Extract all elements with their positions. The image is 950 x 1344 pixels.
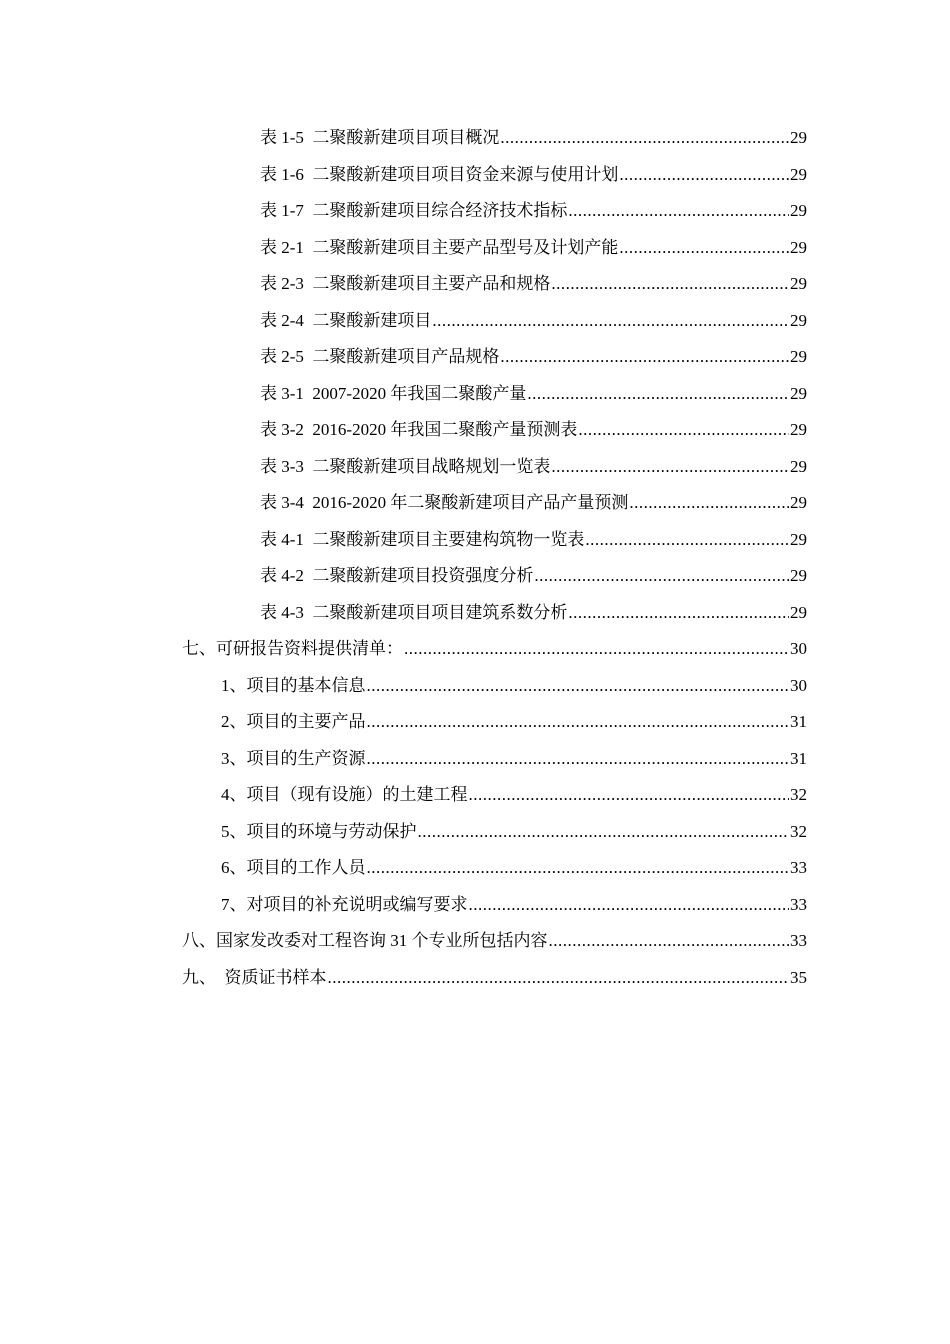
- dot-leader: [367, 857, 790, 879]
- toc-entry-title: 4、项目（现有设施）的土建工程: [221, 785, 468, 805]
- toc-entry-title: 表 2-3 二聚酸新建项目主要产品和规格: [260, 274, 551, 294]
- dot-leader: [404, 638, 789, 660]
- toc-entry[interactable]: [0, 449, 950, 486]
- toc-entry-page-number: 32: [790, 821, 807, 841]
- toc-entry-page-number: 33: [790, 894, 807, 914]
- toc-entry-title: 1、项目的基本信息: [221, 675, 366, 695]
- toc-entry-page-number: 29: [790, 529, 807, 549]
- toc-entry-title: 表 1-5 二聚酸新建项目项目概况: [260, 128, 500, 148]
- toc-entry-page-number: 31: [790, 712, 807, 732]
- toc-entry-page-number: 30: [790, 639, 807, 659]
- toc-entry[interactable]: [0, 704, 950, 741]
- dot-leader: [549, 930, 790, 952]
- dot-leader: [500, 346, 789, 368]
- toc-entry[interactable]: [0, 777, 950, 814]
- toc-entry[interactable]: [0, 412, 950, 449]
- toc-entry-title: 表 3-2 2016-2020 年我国二聚酸产量预测表: [260, 420, 578, 440]
- dot-leader: [432, 310, 789, 332]
- dot-leader: [328, 967, 790, 989]
- toc-entry-page-number: 29: [790, 566, 807, 586]
- toc-entry[interactable]: [0, 960, 950, 997]
- toc-entry-page-number: 29: [790, 128, 807, 148]
- toc-entry-page-number: 29: [790, 310, 807, 330]
- toc-entry-page-number: 29: [790, 456, 807, 476]
- toc-entry[interactable]: [0, 157, 950, 194]
- toc-entry[interactable]: [0, 631, 950, 668]
- toc-entry[interactable]: [0, 668, 950, 705]
- toc-entry-page-number: 31: [790, 748, 807, 768]
- toc-entry-title: 2、项目的主要产品: [221, 712, 366, 732]
- toc-entry-title: 七、可研报告资料提供清单：: [182, 639, 403, 659]
- toc-entry-page-number: 30: [790, 675, 807, 695]
- toc-entry-page-number: 29: [790, 420, 807, 440]
- toc-entry-title: 表 3-4 2016-2020 年二聚酸新建项目产品产量预测: [260, 493, 629, 513]
- toc-entry-title: 九、 资质证书样本: [182, 967, 327, 987]
- toc-entry[interactable]: [0, 339, 950, 376]
- toc-entry-title: 5、项目的环境与劳动保护: [221, 821, 417, 841]
- dot-leader: [469, 784, 790, 806]
- toc-entry[interactable]: [0, 741, 950, 778]
- dot-leader: [551, 273, 789, 295]
- toc-entry[interactable]: [0, 120, 950, 157]
- toc-entry[interactable]: [0, 595, 950, 632]
- toc-entry[interactable]: [0, 193, 950, 230]
- toc-entry-page-number: 35: [790, 967, 807, 987]
- dot-leader: [568, 602, 789, 624]
- toc-entry-page-number: 29: [790, 602, 807, 622]
- dot-leader: [619, 164, 789, 186]
- toc-entry-title: 表 2-5 二聚酸新建项目产品规格: [260, 347, 500, 367]
- dot-leader: [469, 894, 790, 916]
- toc-entry[interactable]: [0, 230, 950, 267]
- toc-entry[interactable]: [0, 266, 950, 303]
- table-of-contents: [0, 120, 950, 996]
- toc-entry[interactable]: [0, 558, 950, 595]
- toc-entry[interactable]: [0, 814, 950, 851]
- toc-entry[interactable]: [0, 887, 950, 924]
- toc-entry[interactable]: [0, 923, 950, 960]
- dot-leader: [619, 237, 789, 259]
- toc-entry-page-number: 29: [790, 383, 807, 403]
- dot-leader: [418, 821, 790, 843]
- toc-entry[interactable]: [0, 850, 950, 887]
- toc-entry-page-number: 33: [790, 858, 807, 878]
- toc-entry-page-number: 33: [790, 931, 807, 951]
- dot-leader: [367, 748, 790, 770]
- dot-leader: [500, 127, 789, 149]
- toc-entry-page-number: 29: [790, 164, 807, 184]
- toc-entry[interactable]: [0, 303, 950, 340]
- dot-leader: [367, 675, 790, 697]
- toc-entry-title: 表 3-1 2007-2020 年我国二聚酸产量: [260, 383, 527, 403]
- toc-entry-title: 表 4-1 二聚酸新建项目主要建构筑物一览表: [260, 529, 585, 549]
- toc-entry-title: 表 2-1 二聚酸新建项目主要产品型号及计划产能: [260, 237, 619, 257]
- toc-entry-title: 表 2-4 二聚酸新建项目: [260, 310, 432, 330]
- toc-entry-page-number: 29: [790, 237, 807, 257]
- toc-entry-title: 3、项目的生产资源: [221, 748, 366, 768]
- toc-entry[interactable]: [0, 522, 950, 559]
- toc-entry-title: 表 1-6 二聚酸新建项目项目资金来源与使用计划: [260, 164, 619, 184]
- toc-entry-title: 八、国家发改委对工程咨询 31 个专业所包括内容: [182, 931, 548, 951]
- dot-leader: [527, 383, 789, 405]
- toc-entry-title: 7、对项目的补充说明或编写要求: [221, 894, 468, 914]
- toc-entry-title: 表 4-2 二聚酸新建项目投资强度分析: [260, 566, 534, 586]
- dot-leader: [367, 711, 790, 733]
- dot-leader: [534, 565, 789, 587]
- dot-leader: [578, 419, 789, 441]
- toc-entry-title: 表 4-3 二聚酸新建项目项目建筑系数分析: [260, 602, 568, 622]
- dot-leader: [629, 492, 789, 514]
- toc-entry-page-number: 32: [790, 785, 807, 805]
- toc-entry[interactable]: [0, 376, 950, 413]
- dot-leader: [568, 200, 789, 222]
- toc-entry-title: 表 3-3 二聚酸新建项目战略规划一览表: [260, 456, 551, 476]
- toc-entry-page-number: 29: [790, 201, 807, 221]
- dot-leader: [585, 529, 789, 551]
- toc-entry-title: 6、项目的工作人员: [221, 858, 366, 878]
- dot-leader: [551, 456, 789, 478]
- toc-entry-page-number: 29: [790, 493, 807, 513]
- toc-entry-title: 表 1-7 二聚酸新建项目综合经济技术指标: [260, 201, 568, 221]
- toc-entry[interactable]: [0, 485, 950, 522]
- toc-entry-page-number: 29: [790, 274, 807, 294]
- toc-entry-page-number: 29: [790, 347, 807, 367]
